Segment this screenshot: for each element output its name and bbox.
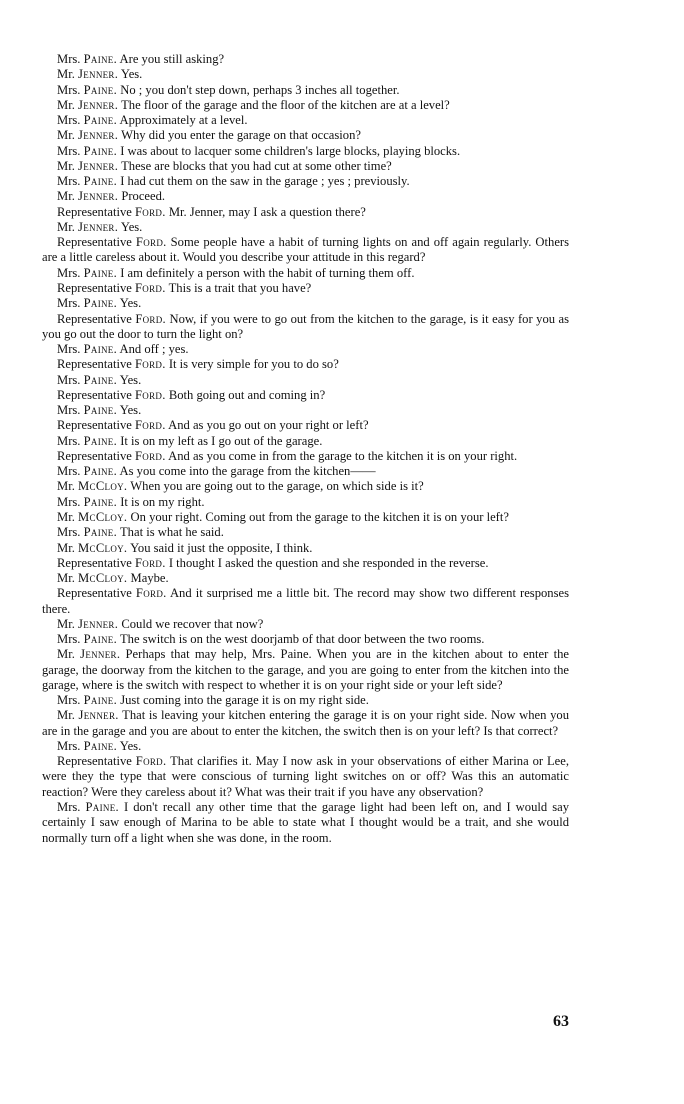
speaker-title: Mrs. [57, 143, 81, 158]
speech-text: It is on my right. [120, 494, 205, 509]
testimony-paragraph [42, 479, 569, 494]
speech-text: Are you still asking? [119, 52, 225, 66]
speech-text: Yes. [120, 67, 143, 82]
testimony-paragraph [42, 525, 569, 540]
testimony-paragraph [42, 281, 569, 296]
testimony-paragraph [42, 128, 569, 143]
speaker-title: Mrs. [57, 265, 81, 280]
speaker-name: Paine. [85, 800, 119, 815]
speaker-name: Ford. [135, 754, 167, 769]
testimony-paragraph [42, 220, 569, 235]
testimony-paragraph [42, 52, 569, 67]
speaker-title: Mrs. [57, 372, 81, 387]
speaker-title: Mrs. [57, 738, 81, 753]
speaker-name: Jenner. [78, 189, 119, 204]
testimony-paragraph [42, 495, 569, 510]
speech-text: I thought I asked the question and she responded in the reverse. [168, 555, 489, 570]
speaker-name: Ford. [135, 387, 166, 402]
speaker-name: Jenner. [78, 67, 119, 82]
speech-text: This is a trait that you have? [168, 280, 312, 295]
speaker-title: Mr. [57, 509, 75, 524]
speech-text: Now, if you were to go out from the kitchen to the garage, is it easy for you as you go out the door to turn the light on? [42, 311, 570, 341]
speaker-title: Representative [57, 280, 132, 295]
testimony-paragraph [42, 739, 569, 754]
speech-text: I was about to lacquer some children's large blocks, playing blocks. [120, 143, 461, 158]
speaker-title: Representative [57, 357, 132, 372]
speaker-title: Representative [57, 204, 132, 219]
speaker-name: Ford. [135, 311, 166, 326]
testimony-paragraph [42, 464, 569, 479]
transcript-body [42, 52, 569, 846]
speech-text: And off ; yes. [119, 342, 189, 357]
speech-text: Yes. [120, 219, 143, 234]
speaker-name: Jenner. [78, 219, 119, 234]
speaker-title: Mrs. [57, 82, 81, 97]
speaker-title: Representative [57, 448, 132, 463]
testimony-paragraph [42, 708, 569, 739]
speaker-name: Jenner. [80, 647, 121, 662]
testimony-paragraph [42, 434, 569, 449]
speaker-name: McCloy. [78, 571, 128, 586]
speech-text: And as you go out on your right or left? [168, 418, 369, 433]
testimony-paragraph [42, 571, 569, 586]
speech-text: The floor of the garage and the floor of the kitchen are at a level? [121, 97, 450, 112]
speech-text: Proceed. [121, 189, 166, 204]
speaker-name: Paine. [83, 82, 118, 97]
speaker-name: Paine. [83, 632, 118, 647]
speaker-title: Mrs. [57, 693, 81, 708]
speaker-name: Paine. [83, 342, 118, 357]
testimony-paragraph [42, 693, 569, 708]
speaker-title: Mrs. [57, 525, 81, 540]
speech-text: Yes. [119, 372, 142, 387]
speaker-title: Mrs. [57, 342, 81, 357]
speaker-name: Jenner. [78, 158, 119, 173]
speaker-name: Paine. [83, 52, 118, 66]
testimony-paragraph [42, 312, 569, 343]
speaker-title: Mrs. [57, 174, 81, 189]
speech-text: That clarifies it. May I now ask in your observations of either Marina or Lee, were they the type that were conscious of turning light switches on or off? Was this an automatic reaction? Were they careless about it? What was their trait if you have any observation? [42, 754, 570, 799]
speech-text: Why did you enter the garage on that occasion? [121, 128, 361, 143]
speaker-title: Mrs. [57, 113, 81, 128]
speaker-name: Paine. [83, 174, 118, 189]
speaker-name: Paine. [83, 738, 118, 753]
speaker-name: Ford. [135, 448, 166, 463]
testimony-paragraph [42, 541, 569, 556]
page-number: 63 [553, 1013, 569, 1030]
testimony-paragraph [42, 403, 569, 418]
speaker-title: Mr. [57, 158, 75, 173]
testimony-paragraph [42, 754, 569, 800]
speech-text: It is very simple for you to do so? [168, 357, 339, 372]
speaker-title: Mrs. [57, 52, 81, 66]
speaker-name: McCloy. [78, 509, 128, 524]
speaker-title: Representative [57, 311, 132, 326]
speech-text: As you come into the garage from the kitchen—— [119, 464, 376, 479]
speech-text: When you are going out to the garage, on which side is it? [130, 479, 424, 494]
testimony-paragraph [42, 800, 569, 846]
speech-text: It is on my left as I go out of the garage. [120, 433, 323, 448]
speaker-title: Mr. [57, 67, 75, 82]
speaker-title: Mrs. [57, 296, 81, 311]
speech-text: That is what he said. [119, 525, 224, 540]
speaker-title: Mr. [57, 616, 75, 631]
testimony-paragraph [42, 632, 569, 647]
testimony-paragraph [42, 67, 569, 82]
speech-text: Perhaps that may help, Mrs. Paine. When you are in the kitchen about to enter the garage, the doorway from the kitchen to the garage, and you are going to enter from the kitchen into the garage, where is the switch with respect to whether it is on your right side or your left side? [42, 647, 569, 692]
testimony-paragraph [42, 556, 569, 571]
speech-text: Just coming into the garage it is on my right side. [120, 693, 369, 708]
speech-text: You said it just the opposite, I think. [130, 540, 313, 555]
speaker-title: Representative [57, 586, 132, 601]
speech-text: I am definitely a person with the habit of turning them off. [120, 265, 415, 280]
speaker-name: Jenner. [78, 616, 119, 631]
testimony-paragraph [42, 174, 569, 189]
testimony-paragraph [42, 510, 569, 525]
testimony-paragraph [42, 586, 569, 617]
speaker-name: Jenner. [78, 97, 119, 112]
testimony-paragraph [42, 144, 569, 159]
speech-text: On your right. Coming out from the garage to the kitchen it is on your left? [130, 509, 509, 524]
speaker-name: McCloy. [78, 540, 128, 555]
speaker-name: McCloy. [78, 479, 128, 494]
speaker-title: Mrs. [57, 800, 81, 815]
speaker-name: Ford. [135, 418, 166, 433]
testimony-paragraph [42, 113, 569, 128]
speaker-title: Representative [57, 754, 132, 769]
speaker-name: Paine. [83, 464, 118, 479]
speech-text: Mr. Jenner, may I ask a question there? [168, 204, 366, 219]
speaker-name: Paine. [83, 296, 118, 311]
speech-text: And it surprised me a little bit. The record may show two different responses there. [42, 586, 569, 616]
speech-text: The switch is on the west doorjamb of that door between the two rooms. [119, 632, 485, 647]
testimony-paragraph [42, 617, 569, 632]
testimony-paragraph [42, 296, 569, 311]
speaker-name: Jenner. [78, 708, 119, 723]
speech-text: No ; you don't step down, perhaps 3 inches all together. [120, 82, 400, 97]
speaker-title: Representative [57, 555, 132, 570]
speaker-title: Mr. [57, 571, 75, 586]
testimony-paragraph [42, 266, 569, 281]
speaker-name: Ford. [135, 280, 166, 295]
speech-text: Yes. [119, 403, 142, 418]
speaker-name: Paine. [83, 265, 118, 280]
speaker-name: Paine. [83, 372, 118, 387]
speaker-name: Ford. [135, 555, 166, 570]
testimony-paragraph [42, 83, 569, 98]
speech-text: I don't recall any other time that the garage light had been left on, and I would say certainly I saw enough of Marina to be able to state what I thought would be a trait, and she would normally turn off a light when she was done, in the room. [42, 800, 569, 845]
speech-text: Some people have a habit of turning lights on and off again regularly. Others are a little careless about it. Would you describe your attitude in this regard? [42, 235, 570, 265]
speaker-title: Representative [57, 418, 132, 433]
speaker-name: Paine. [83, 494, 118, 509]
speaker-name: Ford. [135, 235, 167, 250]
testimony-paragraph [42, 159, 569, 174]
speaker-name: Paine. [83, 433, 118, 448]
speech-text: These are blocks that you had cut at some other time? [121, 158, 392, 173]
speaker-title: Mr. [57, 219, 75, 234]
speaker-title: Representative [57, 387, 132, 402]
speaker-name: Paine. [83, 693, 118, 708]
speaker-name: Ford. [135, 586, 167, 601]
speaker-name: Ford. [135, 204, 166, 219]
speaker-title: Representative [57, 235, 132, 250]
speaker-title: Mr. [57, 189, 75, 204]
speaker-title: Mr. [57, 708, 75, 723]
speaker-title: Mrs. [57, 494, 81, 509]
speaker-name: Paine. [83, 113, 118, 128]
speech-text: Yes. [119, 738, 142, 753]
testimony-paragraph [42, 449, 569, 464]
speech-text: And as you come in from the garage to the kitchen it is on your right. [168, 448, 518, 463]
speech-text: Maybe. [130, 571, 169, 586]
speech-text: Both going out and coming in? [168, 387, 326, 402]
speaker-name: Paine. [83, 403, 118, 418]
testimony-paragraph [42, 98, 569, 113]
speech-text: I had cut them on the saw in the garage ; yes ; previously. [120, 174, 410, 189]
speech-text: Approximately at a level. [119, 113, 248, 128]
testimony-paragraph [42, 373, 569, 388]
speaker-title: Mr. [57, 540, 75, 555]
speaker-title: Mrs. [57, 632, 81, 647]
speaker-title: Mrs. [57, 403, 81, 418]
speaker-title: Mr. [57, 97, 75, 112]
speaker-name: Ford. [135, 357, 166, 372]
speaker-name: Paine. [83, 143, 118, 158]
speaker-title: Mr. [57, 647, 75, 662]
testimony-paragraph [42, 647, 569, 693]
speaker-title: Mrs. [57, 433, 81, 448]
speaker-title: Mr. [57, 479, 75, 494]
speech-text: Yes. [119, 296, 142, 311]
speech-text: Could we recover that now? [121, 616, 264, 631]
speaker-name: Paine. [83, 525, 118, 540]
testimony-paragraph [42, 189, 569, 204]
speaker-title: Mrs. [57, 464, 81, 479]
speaker-title: Mr. [57, 128, 75, 143]
testimony-paragraph [42, 342, 569, 357]
testimony-paragraph [42, 388, 569, 403]
speech-text: That is leaving your kitchen entering the garage it is on your right side. Now when you are in the garage and you are about to enter the kitchen, the switch then is on your left? Is that correct? [42, 708, 569, 738]
testimony-paragraph [42, 235, 569, 266]
testimony-paragraph [42, 357, 569, 372]
testimony-paragraph [42, 205, 569, 220]
speaker-name: Jenner. [78, 128, 119, 143]
testimony-paragraph [42, 418, 569, 433]
